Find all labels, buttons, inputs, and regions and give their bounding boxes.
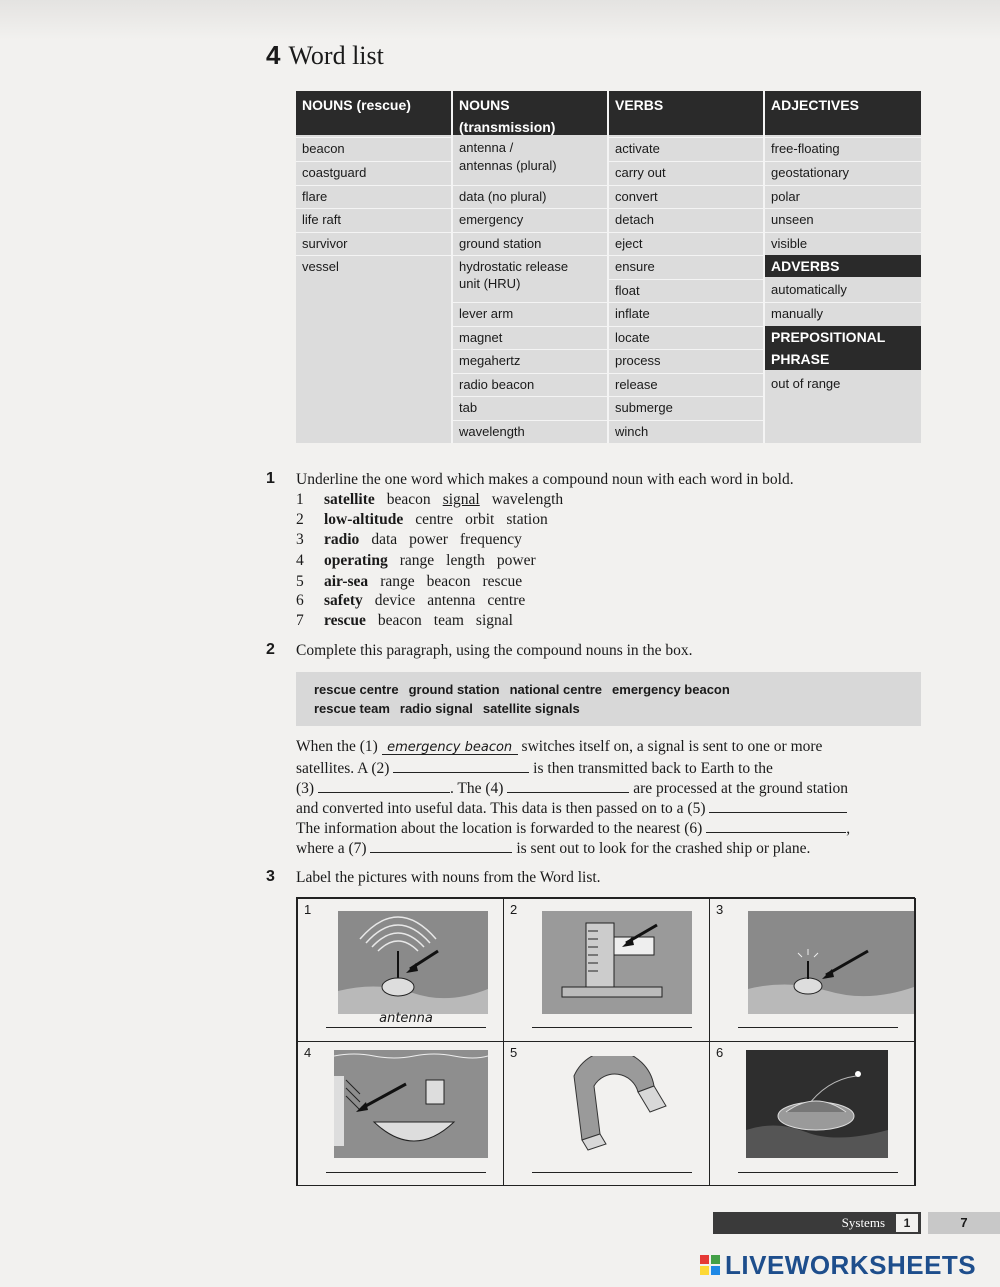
header-verbs: VERBS [609, 91, 763, 135]
exercise-2-instruction: Complete this paragraph, using the compound nouns in the box. [296, 642, 693, 659]
word-cell: process [609, 349, 763, 371]
exercise-1-instruction: Underline the one word which makes a compound noun with each word in bold. [296, 471, 794, 488]
picture-grid [296, 897, 915, 1186]
header-adverbs: ADVERBS [765, 255, 921, 277]
answer-blank-4[interactable] [507, 778, 629, 793]
box-row: rescue centre ground station national centre emergency beacon [314, 682, 730, 697]
picture-answer-3[interactable] [738, 1011, 898, 1028]
exercise-1-item: 7 rescue beacon team signal [296, 612, 513, 629]
antenna-beacon-picture [338, 911, 488, 1014]
liveworksheets-icon [700, 1255, 722, 1277]
option-word[interactable]: beacon [377, 612, 422, 629]
answer-blank-1[interactable]: emergency beacon [382, 740, 518, 755]
magnet-picture [554, 1056, 674, 1159]
word-cell: emergency [453, 208, 607, 230]
word-cell: activate [609, 137, 763, 159]
picture-cell: 5 [503, 1041, 710, 1186]
option-word[interactable]: range [380, 573, 415, 590]
word-cell: coastguard [296, 161, 451, 183]
word-cell: data (no plural) [453, 185, 607, 207]
word-cell: out of range [771, 376, 841, 391]
word-cell: tab [453, 396, 607, 418]
flare-life-raft-picture [746, 1050, 888, 1158]
compound-nouns-box [296, 672, 921, 726]
picture-cell: 1 antenna [297, 898, 504, 1042]
word-cell: float [609, 279, 763, 301]
option-word[interactable]: range [399, 552, 435, 569]
paragraph-line: (3) . The (4) are processed at the ground station [296, 780, 849, 797]
float-beacon-picture [748, 911, 914, 1014]
word-cell: visible [765, 232, 921, 254]
option-word[interactable]: device [374, 592, 416, 609]
paragraph-line: When the (1) emergency beacon switches itself on, a signal is sent to one or more [296, 738, 823, 755]
brand-logo: LIVEWORKSHEETS [700, 1250, 976, 1281]
exercise-2-number: 2 [266, 641, 275, 658]
word-cell: megahertz [453, 349, 607, 371]
picture-answer-4[interactable] [326, 1156, 486, 1173]
word-cell: automatically [771, 282, 847, 297]
word-cell: ensure [609, 255, 763, 277]
section-title: 4 Word list [266, 40, 384, 70]
exercise-1-item: 1 satellite beacon signal wavelength [296, 491, 564, 508]
picture-cell: 4 [297, 1041, 504, 1186]
option-word[interactable]: power [496, 552, 536, 569]
picture-answer-2[interactable] [532, 1011, 692, 1028]
paragraph-line: where a (7) is sent out to look for the crashed ship or plane. [296, 840, 811, 857]
hydrostatic-release-picture [542, 911, 692, 1014]
header-nouns-transmission: NOUNS (transmission) [453, 91, 607, 135]
word-cell: detach [609, 208, 763, 230]
word-cell: hydrostatic release [453, 255, 607, 277]
picture-cell: 3 [709, 898, 916, 1042]
word-cell: convert [609, 185, 763, 207]
word-cell: flare [296, 185, 451, 207]
word-cell: geostationary [765, 161, 921, 183]
word-cell: wavelength [453, 420, 607, 442]
paragraph-line: and converted into useful data. This data is then passed on to a (5) [296, 798, 921, 818]
word-cell: locate [609, 326, 763, 348]
word-cell: antennas (plural) [459, 158, 557, 173]
picture-answer-5[interactable] [532, 1156, 692, 1173]
answer-blank-5[interactable] [709, 798, 847, 813]
word-cell: radio beacon [453, 373, 607, 395]
picture-answer-1[interactable]: antenna [326, 1011, 486, 1028]
exercise-1-number: 1 [266, 470, 275, 487]
paragraph-line: satellites. A (2) is then transmitted back to Earth to the [296, 760, 773, 777]
answer-blank-2[interactable] [393, 758, 529, 773]
header-prepositional: PREPOSITIONAL [765, 326, 921, 348]
word-cell: beacon [296, 137, 451, 159]
picture-cell: 6 [709, 1041, 916, 1186]
option-word[interactable]: wavelength [491, 491, 564, 508]
answer-blank-6[interactable] [706, 818, 846, 833]
header-adjectives: ADJECTIVES [765, 91, 921, 135]
word-cell: release [609, 373, 763, 395]
word-cell: unseen [765, 208, 921, 230]
unit-label: Systems [841, 1215, 885, 1230]
option-word[interactable]: length [446, 552, 485, 569]
word-cell: winch [609, 420, 763, 442]
exercise-3-instruction: Label the pictures with nouns from the Word list. [296, 869, 601, 886]
picture-answer-6[interactable] [738, 1156, 898, 1173]
answer-blank-7[interactable] [370, 838, 512, 853]
unit-number: 1 [896, 1214, 918, 1232]
page-number: 7 [928, 1212, 1000, 1234]
word-cell: submerge [609, 396, 763, 418]
exercise-1-item: 6 safety device antenna centre [296, 592, 526, 609]
word-cell: inflate [609, 302, 763, 324]
word-cell: manually [765, 302, 921, 324]
word-cell: antenna / [459, 140, 514, 155]
exercise-1-item: 3 radio data power frequency [296, 531, 522, 548]
option-word[interactable]: station [506, 511, 548, 528]
header-phrase: PHRASE [765, 348, 921, 370]
word-cell: polar [765, 185, 921, 207]
word-cell: vessel [296, 255, 451, 277]
word-cell: life raft [296, 208, 451, 230]
option-word-selected[interactable]: signal [442, 491, 480, 508]
option-word[interactable]: centre [415, 511, 454, 528]
word-list-table [296, 91, 921, 443]
word-cell: lever arm [453, 302, 607, 324]
word-cell: magnet [453, 326, 607, 348]
option-word[interactable]: team [433, 612, 464, 629]
option-word[interactable]: power [409, 531, 448, 548]
option-word[interactable]: centre [487, 592, 526, 609]
option-word[interactable]: beacon [426, 573, 471, 590]
box-row: rescue team radio signal satellite signals [314, 701, 580, 716]
picture-cell: 2 [503, 898, 710, 1042]
word-cell: unit (HRU) [459, 276, 521, 291]
exercise-3-number: 3 [266, 868, 275, 885]
exercise-1-item: 4 operating range length power [296, 552, 536, 569]
option-word[interactable]: orbit [465, 511, 495, 528]
exercise-1-item: 5 air-sea range beacon rescue [296, 573, 523, 590]
lever-arm-picture [334, 1050, 488, 1158]
word-cell: survivor [296, 232, 451, 254]
option-word[interactable]: signal [475, 612, 513, 629]
unit-footer [713, 1212, 921, 1234]
paragraph-line: The information about the location is forwarded to the nearest (6) , [296, 820, 851, 837]
option-word[interactable]: beacon [386, 491, 431, 508]
word-cell: free-floating [765, 137, 921, 159]
word-cell: carry out [609, 161, 763, 183]
answer-blank-3[interactable] [318, 778, 450, 793]
option-word[interactable]: antenna [427, 592, 476, 609]
word-cell: eject [609, 232, 763, 254]
word-cell: ground station [453, 232, 607, 254]
header-nouns-rescue: NOUNS (rescue) [296, 91, 451, 135]
option-word[interactable]: rescue [482, 573, 523, 590]
page-top-band [0, 0, 1000, 40]
option-word[interactable]: data [371, 531, 398, 548]
option-word[interactable]: frequency [459, 531, 522, 548]
exercise-1-item: 2 low-altitude centre orbit station [296, 511, 548, 528]
